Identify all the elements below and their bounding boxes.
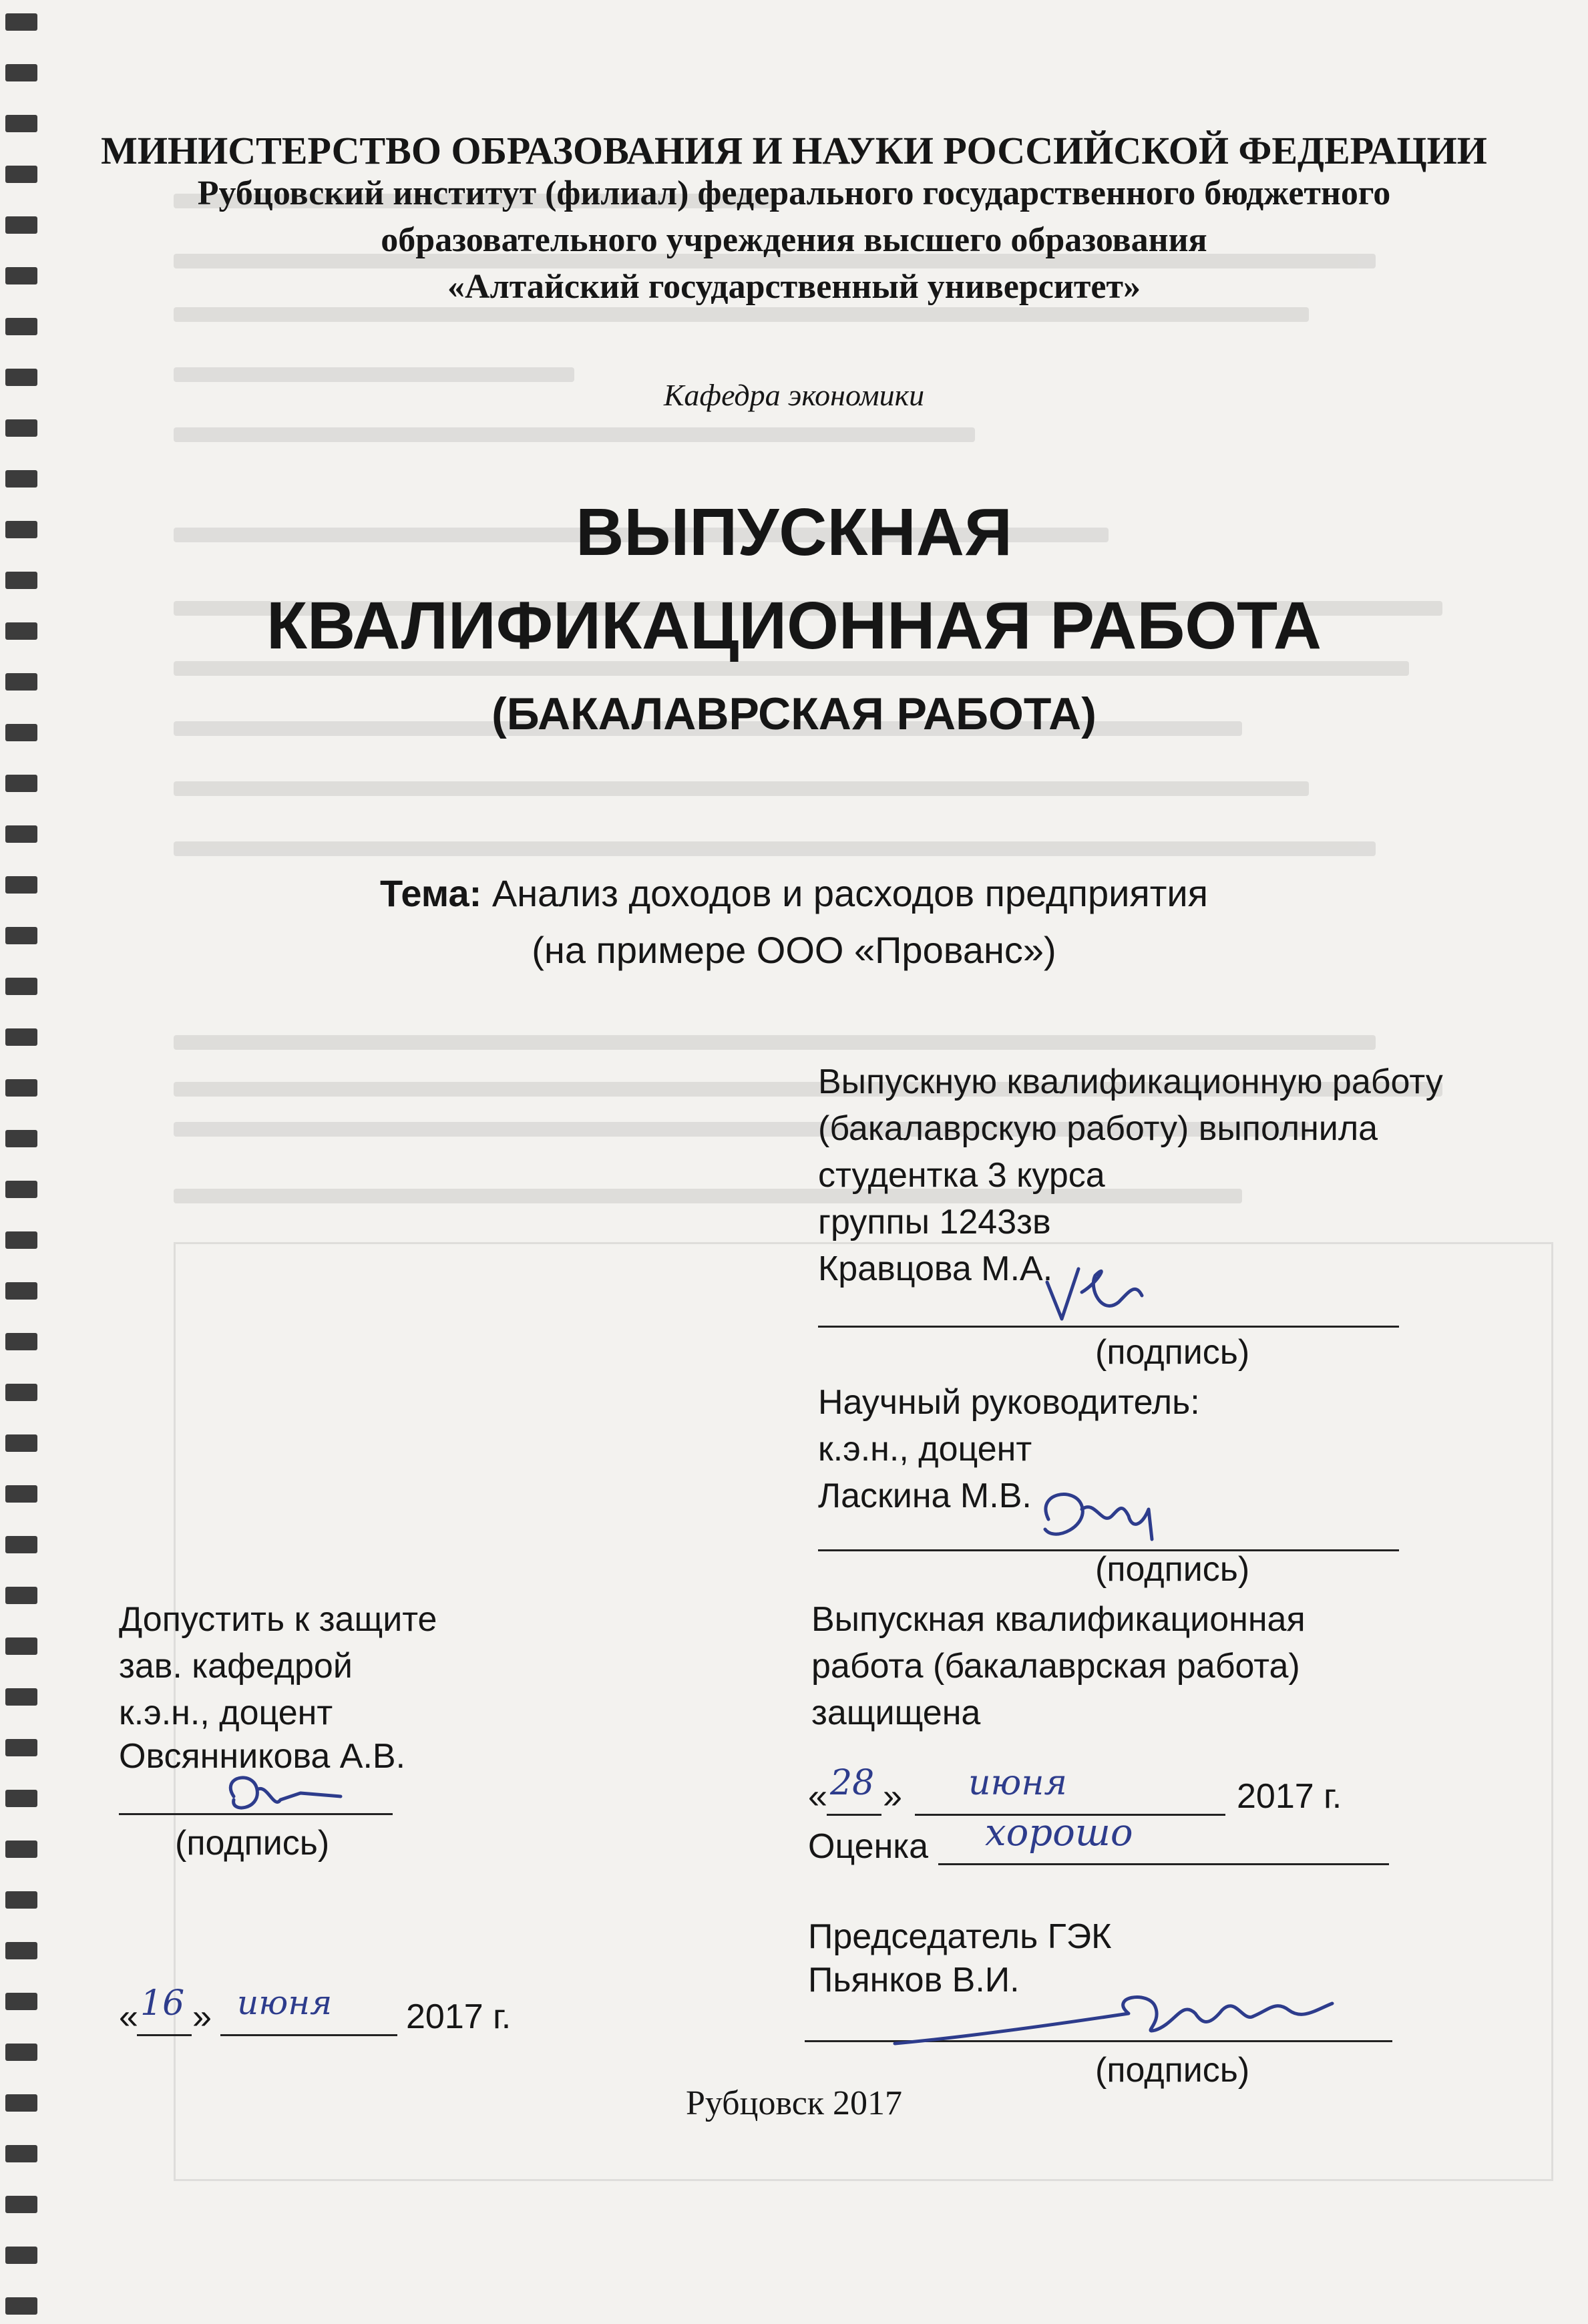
binding-hole: [5, 1587, 37, 1604]
spiral-binding: [0, 0, 80, 2324]
supervisor-name: Ласкина М.В.: [818, 1477, 1032, 1515]
grade-line: [938, 1863, 1389, 1865]
bleed-through-line: [174, 841, 1376, 856]
binding-hole: [5, 13, 37, 31]
binding-hole: [5, 2297, 37, 2315]
author-line-1: Выпускную квалификационную работу: [818, 1062, 1443, 1101]
bleed-through-line: [174, 781, 1309, 796]
defense-day-line: [827, 1814, 881, 1816]
bleed-through-line: [174, 1035, 1376, 1050]
defense-line-1: Выпускная квалификационная: [811, 1600, 1306, 1639]
institute-line-1: Рубцовский институт (филиал) федерального государственного бюджетного: [197, 174, 1391, 212]
defense-date-day: 28: [830, 1763, 875, 1803]
grade-value: хорошо: [985, 1811, 1133, 1855]
binding-hole: [5, 1384, 37, 1401]
binding-hole: [5, 2145, 37, 2162]
defense-date-open: «: [808, 1777, 827, 1816]
supervisor-degree: к.э.н., доцент: [818, 1430, 1032, 1469]
institute-line-3: «Алтайский государственный университет»: [447, 268, 1141, 306]
binding-hole: [5, 2196, 37, 2213]
admission-line-2: зав. кафедрой: [119, 1647, 353, 1686]
admission-month-line: [220, 2034, 397, 2036]
binding-hole: [5, 1282, 37, 1300]
defense-date-year: 2017 г.: [1237, 1777, 1342, 1816]
chair-signature-caption: (подпись): [1095, 2051, 1250, 2090]
binding-hole: [5, 1434, 37, 1452]
bleed-through-line: [174, 427, 975, 442]
topic-line-2: (на примере ООО «Прованс»): [532, 929, 1056, 971]
admission-date-year: 2017 г.: [406, 1997, 512, 2036]
author-name: Кравцова М.А.: [818, 1249, 1053, 1288]
chair-name: Пьянков В.И.: [808, 1961, 1020, 1999]
binding-hole: [5, 1891, 37, 1909]
institute-line-2: образовательного учреждения высшего образования: [381, 221, 1207, 259]
binding-hole: [5, 1739, 37, 1756]
binding-hole: [5, 1841, 37, 1858]
chair-title: Председатель ГЭК: [808, 1917, 1112, 1956]
admission-name: Овсянникова А.В.: [119, 1737, 406, 1776]
admission-signature: [214, 1763, 347, 1830]
supervisor-title: Научный руководитель:: [818, 1383, 1200, 1422]
defense-date-close: »: [883, 1777, 902, 1816]
binding-hole: [5, 419, 37, 437]
admission-date-day: 16: [140, 1983, 185, 2023]
bleed-through-line: [174, 307, 1309, 322]
binding-hole: [5, 1942, 37, 1959]
author-line-3: студентка 3 курса: [818, 1156, 1105, 1195]
binding-hole: [5, 1181, 37, 1198]
admission-line-1: Допустить к защите: [119, 1600, 437, 1639]
binding-hole: [5, 825, 37, 843]
binding-hole: [5, 2247, 37, 2264]
binding-hole: [5, 1536, 37, 1553]
binding-hole: [5, 1993, 37, 2010]
document-title-line-2: КВАЛИФИКАЦИОННАЯ РАБОТА: [266, 588, 1322, 663]
topic-line: [0, 872, 1588, 915]
chair-signature: [888, 1983, 1342, 2057]
binding-hole: [5, 1130, 37, 1147]
document-title-line-1: ВЫПУСКНАЯ: [576, 495, 1012, 570]
admission-day-line: [137, 2034, 192, 2036]
binding-hole: [5, 1079, 37, 1097]
author-signature-caption: (подпись): [1095, 1333, 1250, 1372]
binding-hole: [5, 2044, 37, 2061]
topic-label: Тема:: [379, 872, 482, 914]
binding-hole: [5, 1688, 37, 1706]
binding-hole: [5, 775, 37, 792]
binding-hole: [5, 572, 37, 589]
admission-date-month: июня: [237, 1983, 333, 2022]
binding-hole: [5, 64, 37, 81]
admission-date-open: «: [119, 1997, 138, 2036]
grade-label: Оценка: [808, 1827, 929, 1866]
admission-line-3: к.э.н., доцент: [119, 1694, 333, 1732]
binding-hole: [5, 318, 37, 335]
department-name: Кафедра экономики: [663, 378, 925, 412]
defense-line-3: защищена: [811, 1694, 981, 1732]
binding-hole: [5, 978, 37, 995]
defense-line-2: работа (бакалаврская работа): [811, 1647, 1300, 1686]
author-group: группы 1243зв: [818, 1203, 1051, 1241]
author-line-2: (бакалаврскую работу) выполнила: [818, 1109, 1378, 1148]
document-subtitle: (БАКАЛАВРСКАЯ РАБОТА): [491, 689, 1097, 739]
defense-date-month: июня: [968, 1763, 1067, 1803]
topic-text: Анализ доходов и расходов предприятия: [491, 872, 1209, 914]
binding-hole: [5, 1790, 37, 1807]
binding-hole: [5, 1231, 37, 1249]
admission-date-close: »: [192, 1997, 212, 2036]
binding-hole: [5, 470, 37, 488]
supervisor-signature-caption: (подпись): [1095, 1550, 1250, 1589]
binding-hole: [5, 1333, 37, 1350]
admission-signature-caption: (подпись): [175, 1824, 330, 1863]
supervisor-signature: [1028, 1479, 1162, 1559]
author-signature: [1042, 1255, 1149, 1329]
ministry-name: МИНИСТЕРСТВО ОБРАЗОВАНИЯ И НАУКИ РОССИЙСКОЙ ФЕДЕРАЦИИ: [101, 129, 1487, 172]
city-year: Рубцовск 2017: [685, 2084, 903, 2122]
binding-hole: [5, 1485, 37, 1503]
binding-hole: [5, 1028, 37, 1046]
binding-hole: [5, 1637, 37, 1655]
